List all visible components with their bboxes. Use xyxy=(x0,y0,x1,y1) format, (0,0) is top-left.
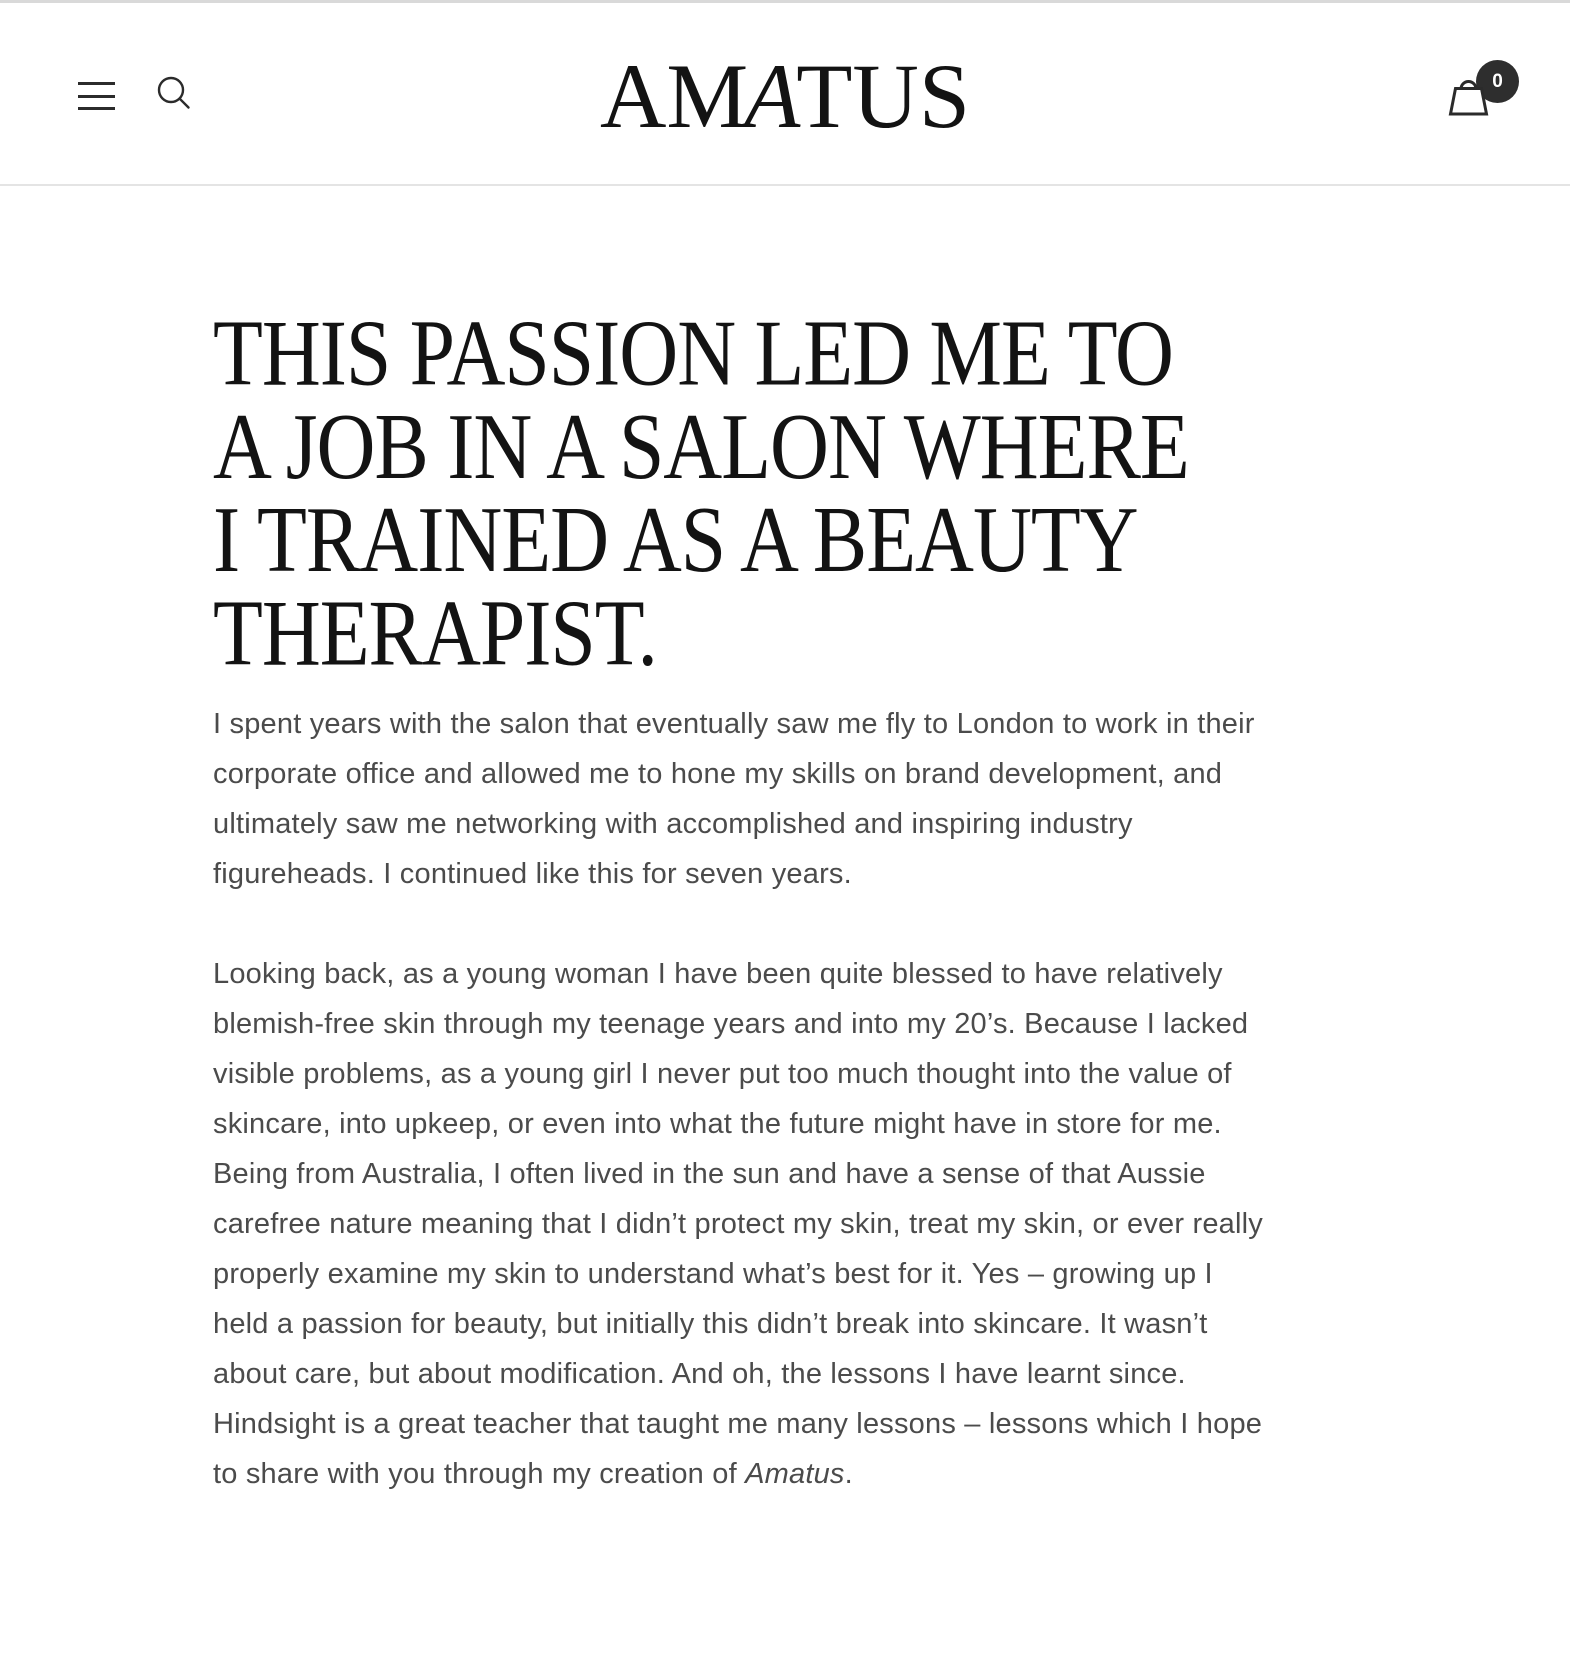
article-paragraph-1: I spent years with the salon that eventually saw me fly to London to work in their corporate office and allowed me to hone my skills on brand development, and ultimately saw me networking with accomplished and inspiring industry figureheads. I continued like this for seven years. xyxy=(213,708,1255,890)
menu-button[interactable] xyxy=(78,82,115,110)
logo-text-italic-a: A xyxy=(744,45,801,147)
article-title-line: THERAPIST. xyxy=(213,581,657,686)
article-title-line: A JOB IN A SALON WHERE xyxy=(213,395,1189,500)
article-title-line: THIS PASSION LED ME TO xyxy=(213,302,1173,406)
cart-button[interactable] xyxy=(1448,58,1522,120)
logo-text-end: TUS xyxy=(796,45,971,147)
article-title xyxy=(213,302,1294,686)
cart-bag-icon xyxy=(1448,75,1490,117)
paragraph-text: Looking back, as a young woman I have been quite blessed to have relatively blemish-free skin through my teenage years and into my 20’s. Because I lacked visible problems, as a young girl I never put too much thought into the value of skincare, into upkeep, or even into what the future might have in store for me. Being from Australia, I often lived in the sun and have a sense of that Aussie carefree nature meaning that I didn’t protect my skin, treat my skin, or ever really properly examine my skin to understand what’s best for it. Yes – growing up I held a passion for beauty, but initially this didn’t break into skincare. It wasn’t about care, but about modification. And oh, the lessons I have learnt since. Hindsight is a great teacher that taught me many lessons – lessons which I hope to share with you through my creation of xyxy=(213,958,1263,1490)
article xyxy=(0,186,1273,1499)
article-paragraph-2 xyxy=(213,949,1273,1499)
logo-text-start: AM xyxy=(599,45,749,147)
cart-count-badge: 0 xyxy=(1476,60,1519,103)
site-header xyxy=(0,3,1570,186)
hamburger-icon xyxy=(78,82,115,85)
search-button[interactable] xyxy=(156,75,198,117)
paragraph-suffix: . xyxy=(844,1458,853,1490)
brand-name-emphasis: Amatus xyxy=(745,1458,845,1490)
article-title-line: I TRAINED AS A BEAUTY xyxy=(213,488,1138,593)
search-icon xyxy=(156,75,198,117)
logo[interactable] xyxy=(599,45,971,147)
